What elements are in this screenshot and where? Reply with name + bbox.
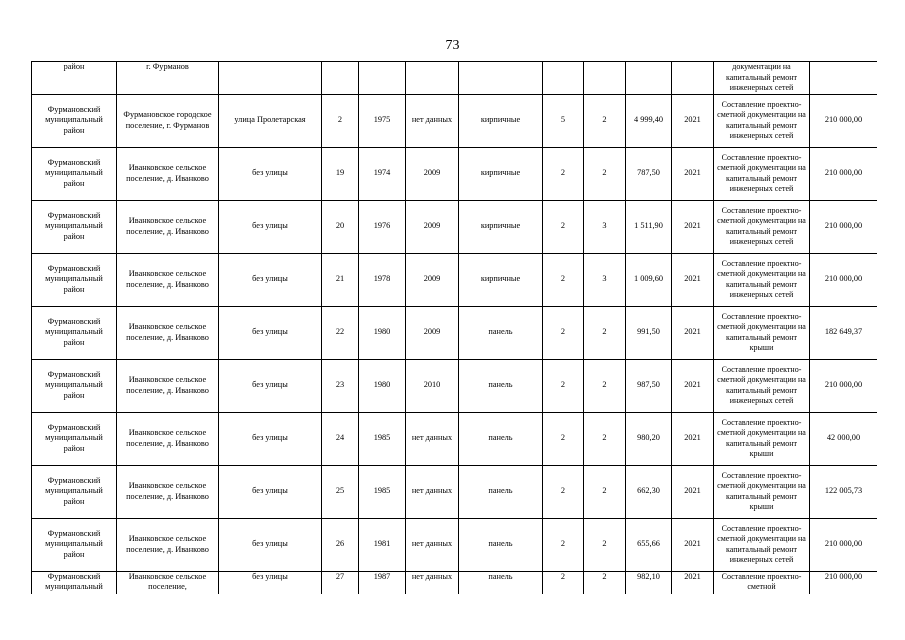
cell-work: Составление проектно-сметной документации на капитальный ремонт крыши (714, 412, 810, 465)
cell-area: 662,30 (626, 465, 672, 518)
table-row (32, 306, 878, 359)
cell-floors: 2 (543, 147, 584, 200)
cell-floors: 2 (543, 465, 584, 518)
cell-year-built: 1980 (359, 306, 406, 359)
cell-floors: 2 (543, 359, 584, 412)
cell-cost: 210 000,00 (810, 147, 878, 200)
cell-area: 1 009,60 (626, 253, 672, 306)
cell-settlement: Иванковское сельское поселение, д. Иванково (117, 518, 219, 571)
cell-house: 2 (322, 94, 359, 147)
cell-year-built: 1978 (359, 253, 406, 306)
table-row (32, 412, 878, 465)
cell-house: 25 (322, 465, 359, 518)
cell-floors: 5 (543, 94, 584, 147)
cell-plan-year: 2021 (672, 465, 714, 518)
cell-cost: 210 000,00 (810, 253, 878, 306)
cell-house: 19 (322, 147, 359, 200)
cell-entrances: 2 (584, 571, 626, 594)
cell-district: Фурмановский муниципальный район (32, 518, 117, 571)
cell-plan-year: 2021 (672, 200, 714, 253)
cell-work: Составление проектно-сметной (714, 571, 810, 594)
cell-area: 987,50 (626, 359, 672, 412)
cell-year-overhaul: 2009 (406, 147, 459, 200)
cell-year-overhaul: 2009 (406, 253, 459, 306)
cell-year-built: 1981 (359, 518, 406, 571)
cell-cost: 210 000,00 (810, 359, 878, 412)
table-row (32, 94, 878, 147)
cell-entrances: 2 (584, 94, 626, 147)
cell-year-overhaul: нет данных (406, 571, 459, 594)
cell-district: Фурмановский муниципальный район (32, 94, 117, 147)
cell-settlement: Иванковское сельское поселение, (117, 571, 219, 594)
cell-district: Фурмановский муниципальный район (32, 359, 117, 412)
cell-work: Составление проектно-сметной документации на капитальный ремонт инженерных сетей (714, 94, 810, 147)
cell-street: без улицы (219, 518, 322, 571)
cell-house: 24 (322, 412, 359, 465)
cell-cost: 210 000,00 (810, 571, 878, 594)
cell-area: 991,50 (626, 306, 672, 359)
cell-settlement: Иванковское сельское поселение, д. Иванково (117, 253, 219, 306)
cell-year-built: 1976 (359, 200, 406, 253)
cell-year-overhaul: нет данных (406, 412, 459, 465)
cell-street: без улицы (219, 571, 322, 594)
cell-year-built: 1980 (359, 359, 406, 412)
cell-material: панель (459, 306, 543, 359)
cell-area (626, 62, 672, 95)
cell-street: улица Пролетарская (219, 94, 322, 147)
cell-house: 26 (322, 518, 359, 571)
cell-street (219, 62, 322, 95)
cell-district: Фурмановский муниципальный район (32, 253, 117, 306)
cell-year-built: 1985 (359, 412, 406, 465)
cell-material: панель (459, 412, 543, 465)
cell-material (459, 62, 543, 95)
cell-street: без улицы (219, 306, 322, 359)
cell-street: без улицы (219, 359, 322, 412)
cell-street: без улицы (219, 412, 322, 465)
cell-work: Составление проектно-сметной документации на капитальный ремонт крыши (714, 306, 810, 359)
cell-house: 20 (322, 200, 359, 253)
cell-year-overhaul: 2009 (406, 200, 459, 253)
cell-entrances: 2 (584, 147, 626, 200)
cell-year-overhaul: нет данных (406, 465, 459, 518)
cell-cost: 122 005,73 (810, 465, 878, 518)
cell-cost: 210 000,00 (810, 200, 878, 253)
cell-area: 982,10 (626, 571, 672, 594)
cell-floors: 2 (543, 518, 584, 571)
cell-floors: 2 (543, 571, 584, 594)
cell-entrances (584, 62, 626, 95)
cell-area: 1 511,90 (626, 200, 672, 253)
cell-year-overhaul (406, 62, 459, 95)
table-row (32, 571, 878, 594)
cell-material: панель (459, 518, 543, 571)
cell-house (322, 62, 359, 95)
cell-material: панель (459, 359, 543, 412)
cell-year-overhaul: 2009 (406, 306, 459, 359)
housing-table (31, 61, 877, 594)
cell-area: 980,20 (626, 412, 672, 465)
cell-year-built: 1974 (359, 147, 406, 200)
cell-entrances: 2 (584, 306, 626, 359)
cell-house: 23 (322, 359, 359, 412)
cell-floors (543, 62, 584, 95)
cell-house: 27 (322, 571, 359, 594)
cell-settlement: Фурмановское городское поселение, г. Фурманов (117, 94, 219, 147)
table-row (32, 359, 878, 412)
cell-settlement: Иванковское сельское поселение, д. Иванково (117, 412, 219, 465)
cell-street: без улицы (219, 465, 322, 518)
cell-work: Составление проектно-сметной документации на капитальный ремонт инженерных сетей (714, 359, 810, 412)
cell-work: Составление проектно-сметной документации на капитальный ремонт инженерных сетей (714, 253, 810, 306)
cell-entrances: 2 (584, 518, 626, 571)
cell-material: кирпичные (459, 200, 543, 253)
cell-house: 22 (322, 306, 359, 359)
cell-area: 787,50 (626, 147, 672, 200)
cell-cost: 210 000,00 (810, 518, 878, 571)
cell-entrances: 3 (584, 200, 626, 253)
table-row (32, 147, 878, 200)
cell-work: Составление проектно-сметной документации на капитальный ремонт инженерных сетей (714, 518, 810, 571)
cell-district: Фурмановский муниципальный район (32, 412, 117, 465)
cell-settlement: Иванковское сельское поселение, д. Иванково (117, 359, 219, 412)
cell-plan-year (672, 62, 714, 95)
cell-work: Составление проектно-сметной документации на капитальный ремонт инженерных сетей (714, 200, 810, 253)
table-row (32, 465, 878, 518)
cell-year-overhaul: нет данных (406, 94, 459, 147)
page-number: 73 (445, 38, 460, 53)
cell-material: кирпичные (459, 147, 543, 200)
cell-street: без улицы (219, 253, 322, 306)
cell-district: Фурмановский муниципальный район (32, 200, 117, 253)
cell-plan-year: 2021 (672, 359, 714, 412)
cell-material: панель (459, 465, 543, 518)
cell-plan-year: 2021 (672, 147, 714, 200)
cell-district: Фурмановский муниципальный (32, 571, 117, 594)
cell-entrances: 2 (584, 359, 626, 412)
cell-plan-year: 2021 (672, 518, 714, 571)
table-row (32, 200, 878, 253)
cell-year-built: 1975 (359, 94, 406, 147)
cell-district: район (32, 62, 117, 95)
cell-settlement: Иванковское сельское поселение, д. Иванково (117, 306, 219, 359)
table-row (32, 253, 878, 306)
cell-cost: 42 000,00 (810, 412, 878, 465)
table-row (32, 518, 878, 571)
cell-work: Составление проектно-сметной документации на капитальный ремонт инженерных сетей (714, 147, 810, 200)
cell-material: кирпичные (459, 253, 543, 306)
cell-settlement: Иванковское сельское поселение, д. Иванково (117, 200, 219, 253)
cell-area: 4 999,40 (626, 94, 672, 147)
cell-cost (810, 62, 878, 95)
cell-floors: 2 (543, 253, 584, 306)
cell-cost: 210 000,00 (810, 94, 878, 147)
cell-area: 655,66 (626, 518, 672, 571)
cell-floors: 2 (543, 306, 584, 359)
cell-entrances: 2 (584, 412, 626, 465)
table-row-continued (32, 62, 878, 95)
cell-year-built: 1985 (359, 465, 406, 518)
cell-material: кирпичные (459, 94, 543, 147)
cell-plan-year: 2021 (672, 94, 714, 147)
cell-floors: 2 (543, 412, 584, 465)
cell-year-overhaul: нет данных (406, 518, 459, 571)
cell-material: панель (459, 571, 543, 594)
cell-year-overhaul: 2010 (406, 359, 459, 412)
cell-year-built: 1987 (359, 571, 406, 594)
cell-plan-year: 2021 (672, 253, 714, 306)
cell-floors: 2 (543, 200, 584, 253)
cell-plan-year: 2021 (672, 306, 714, 359)
cell-house: 21 (322, 253, 359, 306)
cell-settlement: г. Фурманов (117, 62, 219, 95)
cell-settlement: Иванковское сельское поселение, д. Иванково (117, 147, 219, 200)
cell-plan-year: 2021 (672, 571, 714, 594)
table-body (32, 62, 878, 595)
cell-entrances: 2 (584, 465, 626, 518)
cell-entrances: 3 (584, 253, 626, 306)
cell-street: без улицы (219, 147, 322, 200)
cell-district: Фурмановский муниципальный район (32, 465, 117, 518)
cell-plan-year: 2021 (672, 412, 714, 465)
cell-cost: 182 649,37 (810, 306, 878, 359)
housing-table-container (31, 61, 877, 594)
cell-street: без улицы (219, 200, 322, 253)
cell-work: Составление проектно-сметной документации на капитальный ремонт крыши (714, 465, 810, 518)
cell-work: документации на капитальный ремонт инженерных сетей (714, 62, 810, 95)
cell-settlement: Иванковское сельское поселение, д. Иванково (117, 465, 219, 518)
cell-district: Фурмановский муниципальный район (32, 306, 117, 359)
cell-district: Фурмановский муниципальный район (32, 147, 117, 200)
cell-year-built (359, 62, 406, 95)
